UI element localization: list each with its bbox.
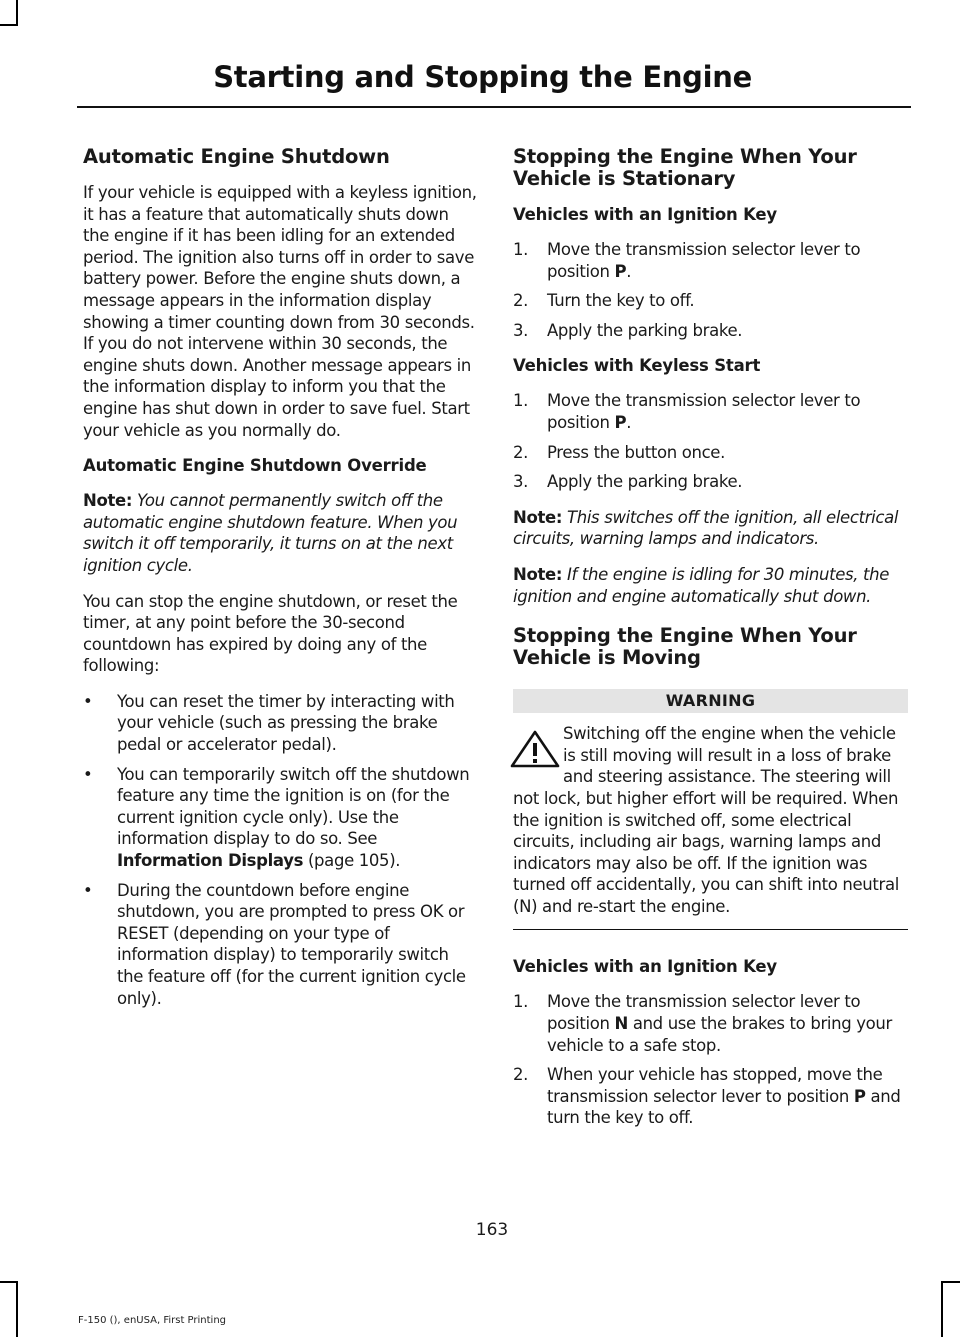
list-item bbox=[513, 239, 908, 282]
list-number: 3. bbox=[513, 472, 529, 492]
gear-position: P bbox=[614, 261, 627, 281]
list-item-text: . bbox=[626, 412, 632, 432]
warning-box bbox=[513, 723, 908, 930]
list-number: 1. bbox=[513, 240, 529, 259]
note-label: Note: bbox=[513, 507, 563, 527]
list-number: 1. bbox=[513, 992, 529, 1012]
note-label: Note: bbox=[513, 564, 563, 584]
list-item-text: When your vehicle has stopped, move the transmission selector lever to position bbox=[547, 1065, 883, 1106]
left-column bbox=[83, 146, 478, 1023]
crop-mark bbox=[0, 24, 18, 26]
section-heading: Automatic Engine Shutdown bbox=[83, 145, 390, 168]
section-heading: Stopping the Engine When Your Vehicle is Moving bbox=[513, 624, 857, 670]
list-item-text: Move the transmission selector lever to position bbox=[547, 240, 861, 281]
page-reference: (page 105). bbox=[303, 851, 401, 871]
note-text: You cannot permanently switch off the automatic engine shutdown feature. When you switch it off temporarily, it turns on at the next ignition cycle. bbox=[83, 491, 458, 575]
bullet-mark: • bbox=[83, 764, 93, 784]
crop-mark bbox=[941, 1281, 943, 1337]
list-item bbox=[83, 764, 478, 872]
list-item bbox=[513, 991, 908, 1056]
list-item-text: Apply the parking brake. bbox=[547, 320, 743, 340]
list-item bbox=[513, 442, 908, 464]
list-item-text: Move the transmission selector lever to position bbox=[547, 992, 861, 1034]
list-number: 3. bbox=[513, 320, 529, 340]
note-text: This switches off the ignition, all electrical circuits, warning lamps and indicators. bbox=[513, 507, 899, 549]
paragraph: You can stop the engine shutdown, or reset the timer, at any point before the 30-second countdown has expired by doing any of the following: bbox=[83, 591, 458, 676]
list-number: 2. bbox=[513, 291, 529, 311]
numbered-list bbox=[513, 991, 908, 1129]
list-item bbox=[513, 320, 908, 342]
note-label: Note: bbox=[83, 491, 133, 511]
note bbox=[513, 564, 908, 607]
gear-position: N bbox=[614, 1014, 628, 1034]
list-item bbox=[513, 1064, 908, 1129]
crop-mark bbox=[941, 1281, 960, 1283]
list-item-text: and use the brakes to bring your vehicle to a safe stop. bbox=[547, 1014, 892, 1055]
note-text: If the engine is idling for 30 minutes, the ignition and engine automatically shut down. bbox=[513, 564, 890, 606]
subsection-heading: Vehicles with an Ignition Key bbox=[513, 957, 777, 977]
list-number: 1. bbox=[513, 391, 529, 411]
note bbox=[83, 490, 478, 576]
numbered-list bbox=[513, 390, 908, 492]
list-item-text: You can reset the timer by interacting with your vehicle (such as pressing the brake pedal or accelerator pedal). bbox=[117, 691, 455, 755]
list-number: 2. bbox=[513, 442, 529, 462]
list-item bbox=[513, 471, 908, 493]
paragraph: If your vehicle is equipped with a keyless ignition, it has a feature that automatically shuts down the engine if it has been idling for an extended period. The ignition also turns off in order to save battery power. Before the engine shuts down, a message appears in the information display showing a timer counting down from 30 seconds. If you do not intervene within 30 seconds, the engine shuts down. Another message appears in the information display to inform you that the engine has shut down in order to save fuel. Start your vehicle as you normally do. bbox=[83, 183, 477, 440]
list-item bbox=[513, 290, 908, 312]
subsection-heading: Automatic Engine Shutdown Override bbox=[83, 456, 427, 476]
gear-position: P bbox=[853, 1086, 866, 1106]
list-item-text: Turn the key to off. bbox=[547, 291, 695, 311]
list-item-text: You can temporarily switch off the shutdown feature any time the ignition is on (for the current ignition cycle only). Use the information display to do so. See bbox=[117, 764, 470, 849]
bullet-mark: • bbox=[83, 880, 93, 900]
header-rule bbox=[77, 106, 911, 108]
list-item-text: . bbox=[626, 261, 632, 281]
section-heading: Stopping the Engine When Your Vehicle is Stationary bbox=[513, 145, 857, 190]
page-header-title: Starting and Stopping the Engine bbox=[213, 60, 752, 94]
cross-reference-link[interactable]: Information Displays bbox=[117, 851, 304, 871]
note bbox=[513, 507, 908, 550]
numbered-list bbox=[513, 239, 908, 341]
subsection-heading: Vehicles with Keyless Start bbox=[513, 356, 761, 376]
list-item-text: Move the transmission selector lever to position bbox=[547, 391, 861, 432]
crop-mark bbox=[16, 1281, 18, 1337]
warning-header: WARNING bbox=[513, 689, 908, 713]
list-item-text: During the countdown before engine shutdown, you are prompted to press OK or RESET (depending on your type of information display) to temporarily switch the feature off (for the current ignition cycle only). bbox=[117, 880, 466, 1008]
page-number: 163 bbox=[475, 1220, 509, 1240]
warning-text: Switching off the engine when the vehicle is still moving will result in a loss of brake and steering assistance. The steering will not lock, but higher effort will be required. When the ignition is switched off, some electrical circuits, including air bags, warning lamps and indicators may also be off. If the ignition was turned off accidentally, you can shift into neutral (N) and re-start the engine. bbox=[513, 724, 899, 916]
list-item-text: Apply the parking brake. bbox=[547, 472, 743, 492]
gear-position: P bbox=[614, 412, 627, 432]
footer-text: F-150 (), enUSA, First Printing bbox=[78, 1315, 227, 1326]
list-item bbox=[513, 390, 908, 433]
crop-mark bbox=[0, 1281, 18, 1283]
list-item-text: and turn the key to off. bbox=[547, 1086, 901, 1128]
subsection-heading: Vehicles with an Ignition Key bbox=[513, 205, 777, 224]
warning-triangle-icon bbox=[509, 729, 561, 769]
list-number: 2. bbox=[513, 1065, 529, 1085]
right-column bbox=[513, 146, 908, 1143]
list-item bbox=[83, 691, 478, 756]
crop-mark bbox=[16, 0, 18, 26]
bullet-mark: • bbox=[83, 691, 93, 711]
list-item bbox=[83, 880, 478, 1010]
list-item-text: Press the button once. bbox=[547, 442, 725, 462]
bullet-list bbox=[83, 691, 478, 1009]
